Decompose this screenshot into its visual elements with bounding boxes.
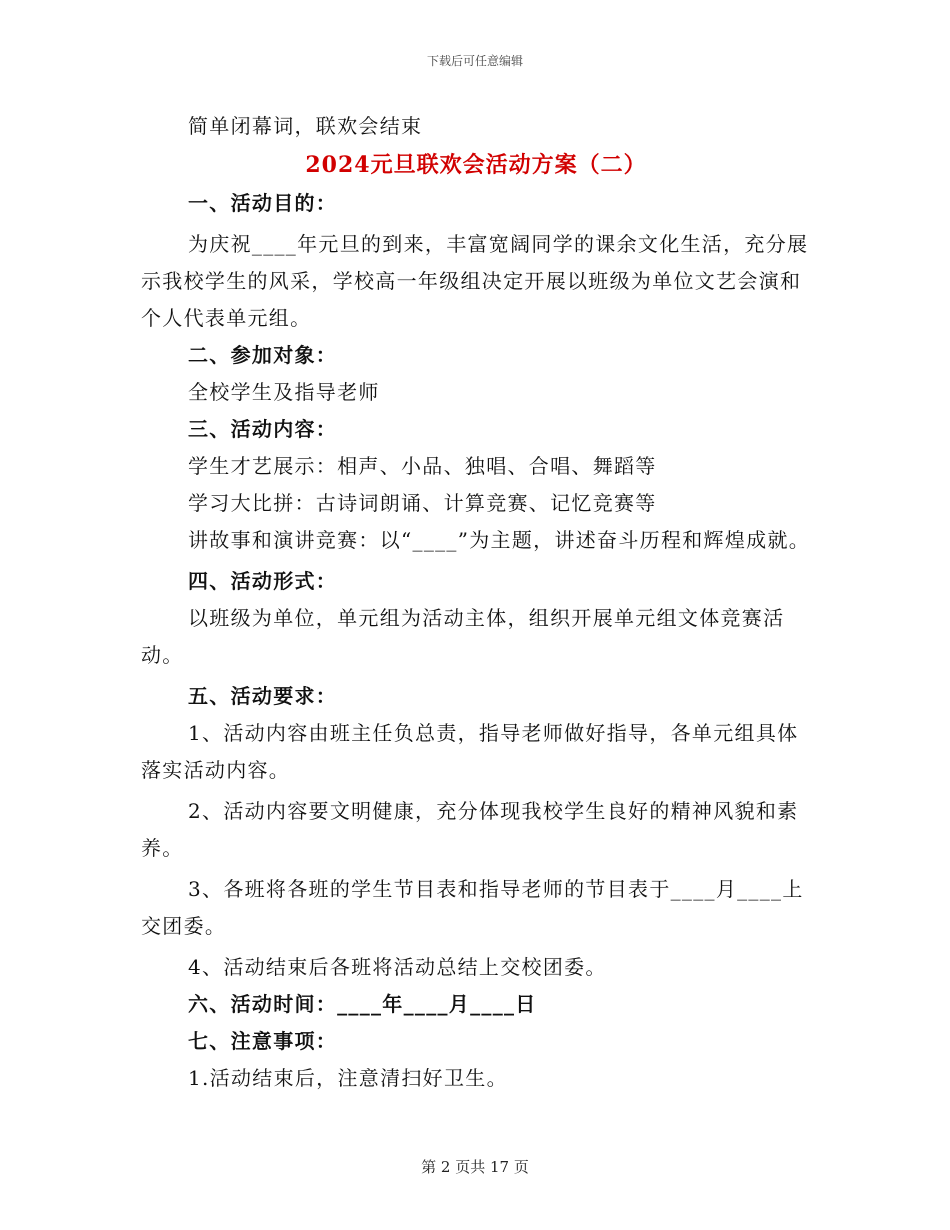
- section-5-item: 4、活动结束后各班将活动总结上交校团委。: [188, 955, 607, 979]
- section-7-heading: 七、注意事项：: [188, 1029, 338, 1053]
- section-5-item: 1、活动内容由班主任负总责，指导老师做好指导，各单元组具体落实活动内容。: [141, 721, 799, 782]
- section-3-item: 讲故事和演讲竞赛：以“____”为主题，讲述奋斗历程和辉煌成就。: [188, 528, 811, 552]
- section-3-item: 学生才艺展示：相声、小品、独唱、合唱、舞蹈等: [188, 454, 657, 478]
- section-6-heading: 六、活动时间：____年____月____日: [188, 992, 537, 1016]
- section-3-heading: 三、活动内容：: [188, 417, 338, 441]
- section-7-item: 1.活动结束后，注意清扫好卫生。: [188, 1066, 508, 1090]
- document-title: 2024元旦联欢会活动方案（二）: [305, 152, 647, 178]
- section-5-item: 3、各班将各班的学生节目表和指导老师的节目表于____月____上交团委。: [141, 877, 804, 938]
- section-3-item: 学习大比拼：古诗词朗诵、计算竞赛、记忆竞赛等: [188, 491, 657, 515]
- section-4-heading: 四、活动形式：: [188, 569, 338, 593]
- section-1-heading: 一、活动目的：: [188, 191, 338, 215]
- page-footer: 第 2 页共 17 页: [421, 1158, 529, 1176]
- section-5-heading: 五、活动要求：: [188, 684, 338, 708]
- section-2-heading: 二、参加对象：: [188, 343, 338, 367]
- document-body: [141, 108, 811, 1097]
- section-2-body: 全校学生及指导老师: [188, 380, 380, 404]
- page-header: 下载后可任意编辑: [426, 54, 523, 68]
- closing-line: 简单闭幕词，联欢会结束: [188, 114, 423, 138]
- section-1-body: 为庆祝____年元旦的到来，丰富宽阔同学的课余文化生活，充分展示我校学生的风采，学校高一年级组决定开展以班级为单位文艺会演和个人代表单元组。: [141, 232, 809, 330]
- section-4-body: 以班级为单位，单元组为活动主体，组织开展单元组文体竞赛活动。: [141, 606, 785, 667]
- section-5-item: 2、活动内容要文明健康，充分体现我校学生良好的精神风貌和素养。: [141, 799, 799, 860]
